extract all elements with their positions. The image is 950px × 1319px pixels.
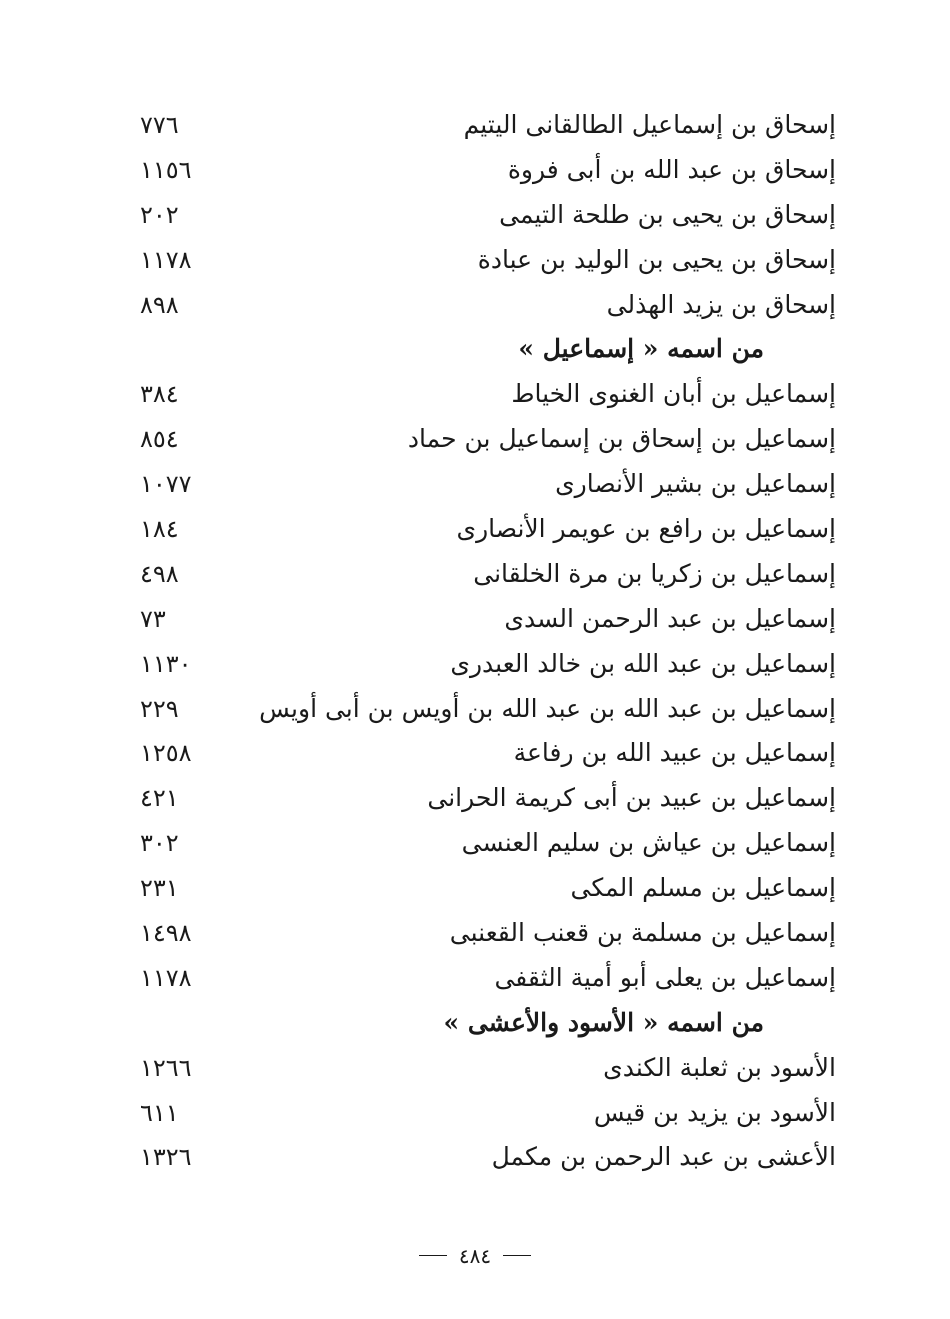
entry-name: إسماعيل بن زكريا بن مرة الخلقانى: [473, 558, 836, 588]
entry-name: إسحاق بن يزيد الهذلى: [606, 289, 836, 319]
entry-number: ١١٧٨: [140, 963, 192, 992]
entry-name: إسماعيل بن عبد الله بن عبد الله بن أويس بن أبى أويس: [259, 693, 836, 723]
entry-number: ٣٨٤: [140, 380, 179, 409]
entry-number: ١٠٧٧: [140, 470, 192, 499]
entry-number: ٦١١: [140, 1098, 179, 1127]
index-entry: [0, 821, 950, 866]
entry-name: إسماعيل بن يعلى أبو أمية الثقفى: [494, 962, 836, 992]
entry-name: إسماعيل بن مسلم المكى: [570, 873, 836, 903]
entry-name: إسماعيل بن عبد الرحمن السدى: [504, 603, 836, 633]
index-entry: [0, 283, 950, 328]
index-entry: [0, 642, 950, 687]
entry-number: ٤٩٨: [140, 559, 179, 588]
entry-name: إسماعيل بن مسلمة بن قعنب القعنبى: [449, 918, 836, 948]
entry-name: إسحاق بن إسماعيل الطالقانى اليتيم: [463, 110, 836, 139]
entry-number: ١٤٩٨: [140, 919, 192, 948]
index-entry: [0, 776, 950, 821]
entry-name: إسماعيل بن عبد الله بن خالد العبدرى: [450, 648, 836, 678]
entry-number: ٨٥٤: [140, 425, 179, 454]
section-heading: [0, 1001, 950, 1046]
entry-name: الأعشى بن عبد الرحمن بن مكمل: [491, 1142, 836, 1172]
index-entry: [0, 956, 950, 1001]
page-footer: [0, 1241, 950, 1269]
entry-name: الأسود بن يزيد بن قيس: [593, 1097, 836, 1127]
entry-name: إسماعيل بن عبيد بن أبى كريمة الحرانى: [427, 783, 836, 813]
index-entry: [0, 597, 950, 642]
entry-number: ١٣٢٦: [140, 1143, 192, 1172]
entry-name: إسماعيل بن إسحاق بن إسماعيل بن حماد: [407, 424, 836, 454]
entry-name: إسماعيل بن بشير الأنصارى: [555, 469, 836, 499]
entry-number: ١٢٦٦: [140, 1053, 192, 1082]
index-entry: [0, 372, 950, 417]
entry-number: ١٨٤: [140, 515, 179, 544]
entry-name: الأسود بن ثعلبة الكندى: [603, 1052, 836, 1082]
index-entry: [0, 507, 950, 552]
entry-name: إسحاق بن يحيى بن الوليد بن عبادة: [477, 244, 836, 274]
entry-number: ١١٧٨: [140, 245, 192, 274]
footer-dash-left: [419, 1255, 447, 1256]
index-entry: [0, 731, 950, 776]
section-heading-text: من اسمه « الأسود والأعشى »: [443, 1007, 764, 1037]
entry-name: إسماعيل بن أبان الغنوى الخياط: [511, 379, 836, 409]
entry-number: ٢٢٩: [140, 694, 179, 723]
section-heading: [0, 327, 950, 372]
index-entry: [0, 911, 950, 956]
entry-name: إسحاق بن عبد الله بن أبى فروة: [507, 154, 836, 184]
footer-dash-right: [503, 1255, 531, 1256]
index-entry: [0, 687, 950, 732]
entry-number: ٢٠٢: [140, 200, 179, 229]
entry-name: إسماعيل بن عياش بن سليم العنسى: [461, 828, 836, 858]
entry-number: ٨٩٨: [140, 290, 179, 319]
index-entry: [0, 866, 950, 911]
index-entry: [0, 193, 950, 238]
entry-number: ٣٠٢: [140, 829, 179, 858]
index-entry: [0, 1135, 950, 1180]
entry-number: ٧٧٦: [140, 111, 179, 139]
index-entry: [0, 1046, 950, 1091]
entry-number: ١١٣٠: [140, 649, 192, 678]
index-entry: [0, 552, 950, 597]
index-entry: [0, 417, 950, 462]
page-number: ٤٨٤: [458, 1243, 492, 1268]
entry-name: إسماعيل بن رافع بن عويمر الأنصارى: [456, 514, 836, 544]
entry-number: ٢٣١: [140, 874, 179, 903]
index-entries: [0, 103, 950, 1180]
entry-number: ١٢٥٨: [140, 739, 192, 768]
index-entry: [0, 1091, 950, 1136]
index-entry: [0, 103, 950, 148]
entry-number: ١١٥٦: [140, 155, 192, 184]
entry-number: ٤٢١: [140, 784, 179, 813]
index-entry: [0, 238, 950, 283]
entry-name: إسماعيل بن عبيد الله بن رفاعة: [513, 738, 836, 768]
index-entry: [0, 462, 950, 507]
entry-name: إسحاق بن يحيى بن طلحة التيمى: [499, 199, 836, 229]
index-entry: [0, 148, 950, 193]
section-heading-text: من اسمه « إسماعيل »: [518, 334, 764, 364]
entry-number: ٧٣: [140, 604, 166, 633]
